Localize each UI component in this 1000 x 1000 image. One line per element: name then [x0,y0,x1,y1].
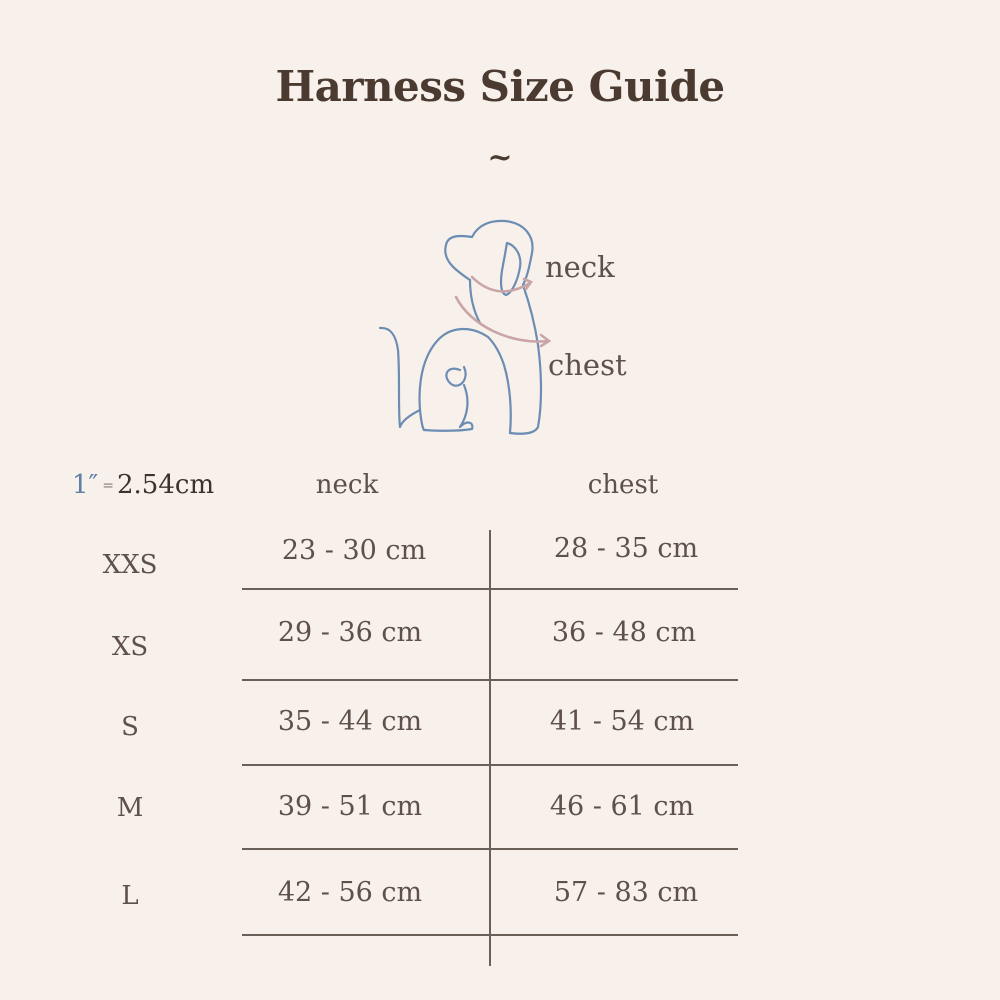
page-title: Harness Size Guide [275,62,725,111]
column-header-neck: neck [315,470,379,500]
row-divider [242,848,738,850]
unit-conversion [72,470,214,500]
chest-cell-m: 46 - 61 cm [549,791,695,822]
equals-sign: = [102,478,114,494]
size-label-xxs: XXS [102,550,158,580]
neck-cell-xs: 29 - 36 cm [277,617,423,648]
neck-cell-l: 42 - 56 cm [277,877,423,908]
neck-cell-m: 39 - 51 cm [277,791,423,822]
row-divider [242,679,738,681]
chest-cell-xs: 36 - 48 cm [551,617,697,648]
row-divider [242,588,738,590]
table-column-divider [489,530,491,966]
inch-value: 1″ [72,470,99,500]
chest-cell-xxs: 28 - 35 cm [553,533,699,564]
size-label-l: L [121,881,139,911]
cm-value: 2.54cm [117,470,215,500]
neck-cell-s: 35 - 44 cm [277,706,423,737]
chest-cell-s: 41 - 54 cm [549,706,695,737]
title-divider: ~ [487,140,513,175]
neck-diagram-label: neck [545,250,615,284]
row-divider [242,764,738,766]
size-label-xs: XS [111,632,149,662]
size-label-s: S [121,712,139,742]
size-label-m: M [116,793,144,823]
row-divider [242,934,738,936]
column-header-chest: chest [587,470,659,500]
chest-cell-l: 57 - 83 cm [553,877,699,908]
neck-cell-xxs: 23 - 30 cm [281,535,427,566]
chest-diagram-label: chest [548,348,627,382]
dog-measurement-icon [360,205,660,450]
